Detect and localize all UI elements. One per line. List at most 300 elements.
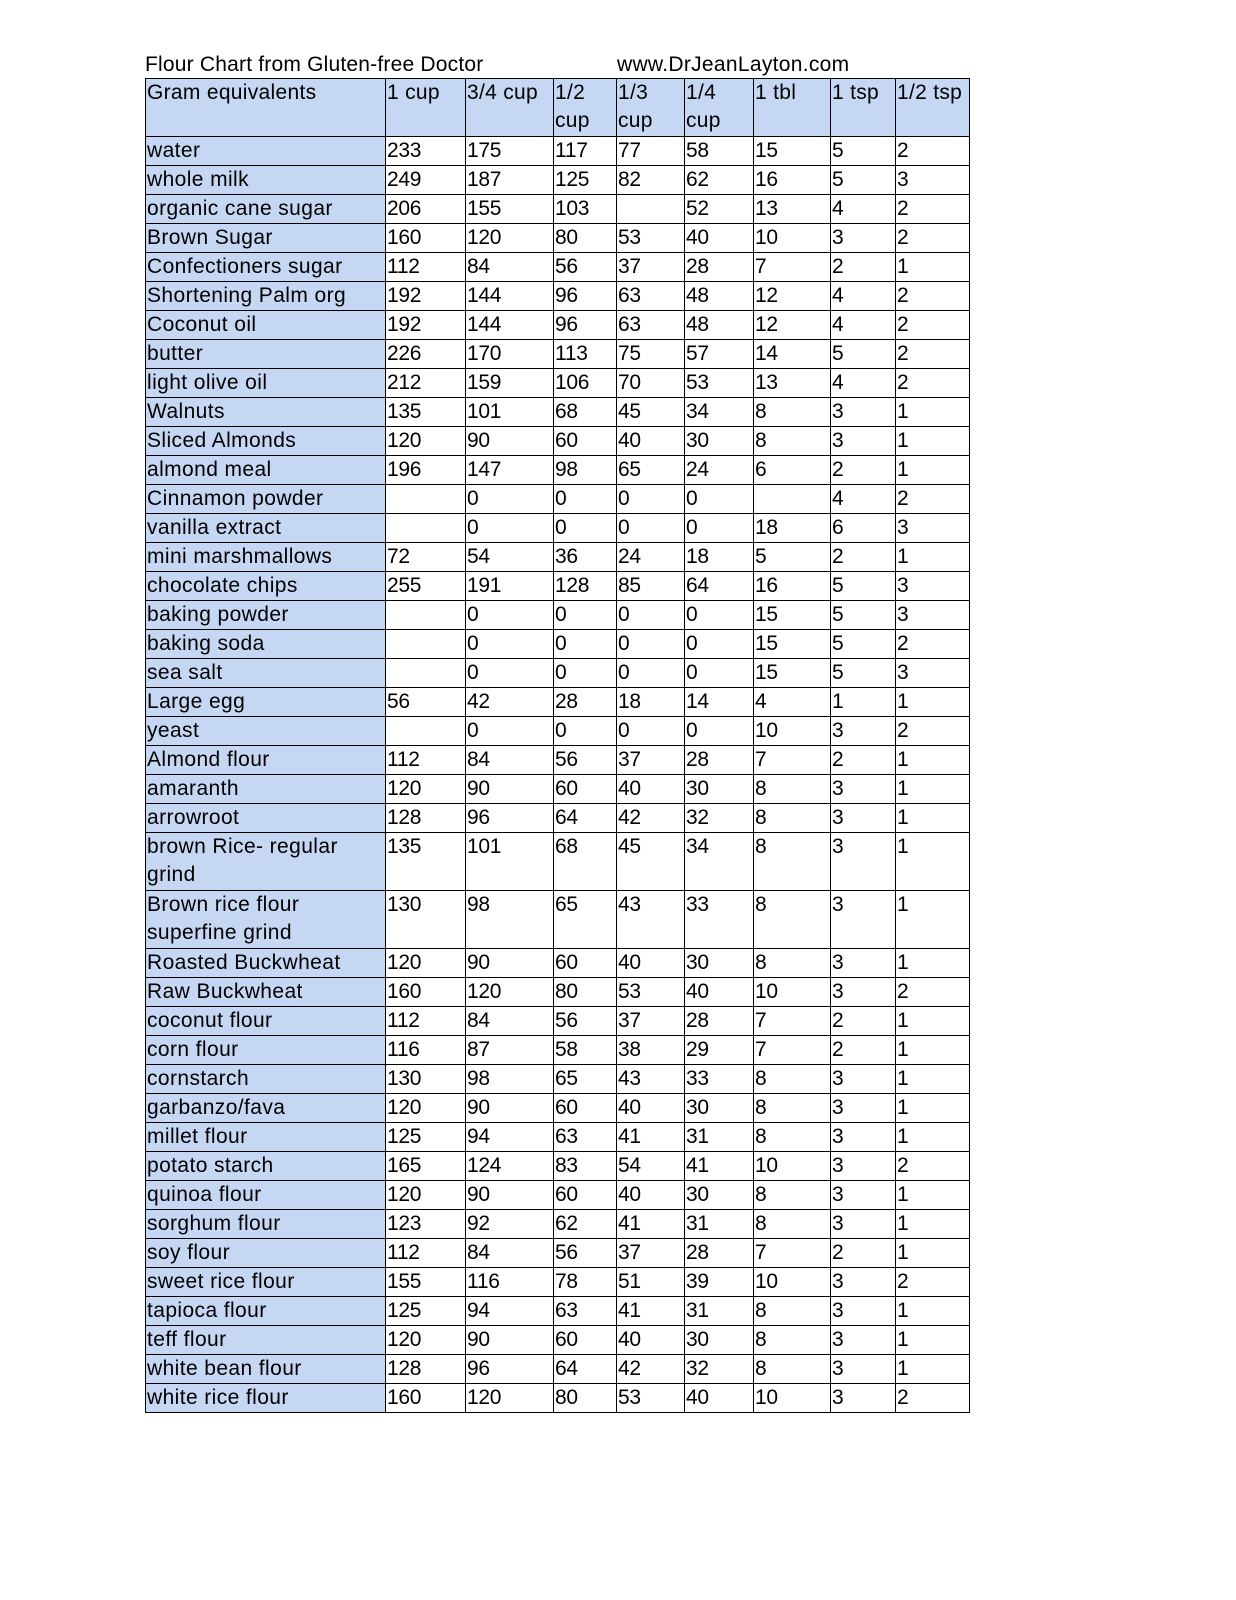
- ingredient-name-cell: tapioca flour: [146, 1297, 386, 1326]
- gram-value-cell: 18: [617, 688, 685, 717]
- gram-value-cell: 14: [754, 340, 831, 369]
- gram-value-cell: 5: [831, 340, 896, 369]
- gram-value-cell: 1: [896, 1355, 970, 1384]
- table-row: [146, 166, 970, 195]
- gram-value-cell: 80: [554, 1384, 617, 1413]
- gram-value-cell: 0: [466, 485, 554, 514]
- gram-value-cell: 98: [466, 1065, 554, 1094]
- gram-value-cell: [386, 485, 466, 514]
- gram-value-cell: 12: [754, 282, 831, 311]
- ingredient-name-cell: baking powder: [146, 601, 386, 630]
- gram-value-cell: 125: [554, 166, 617, 195]
- gram-value-cell: 38: [617, 1036, 685, 1065]
- gram-value-cell: 65: [554, 891, 617, 949]
- gram-value-cell: 60: [554, 775, 617, 804]
- gram-value-cell: 37: [617, 746, 685, 775]
- gram-value-cell: 124: [466, 1152, 554, 1181]
- ingredient-name-cell: Brown rice flour superfine grind: [146, 891, 386, 949]
- gram-value-cell: 0: [685, 601, 754, 630]
- gram-value-cell: 10: [754, 1268, 831, 1297]
- ingredient-name-cell: water: [146, 137, 386, 166]
- gram-value-cell: 120: [386, 1094, 466, 1123]
- gram-value-cell: 18: [754, 514, 831, 543]
- gram-value-cell: 56: [554, 1239, 617, 1268]
- gram-value-cell: 0: [554, 514, 617, 543]
- gram-value-cell: 2: [831, 1239, 896, 1268]
- table-row: [146, 1355, 970, 1384]
- gram-value-cell: 4: [754, 688, 831, 717]
- gram-value-cell: 56: [554, 253, 617, 282]
- gram-value-cell: 0: [685, 630, 754, 659]
- gram-value-cell: 7: [754, 1007, 831, 1036]
- gram-value-cell: [617, 195, 685, 224]
- gram-value-cell: 155: [386, 1268, 466, 1297]
- gram-value-cell: 0: [466, 659, 554, 688]
- gram-value-cell: 63: [617, 282, 685, 311]
- gram-value-cell: 1: [896, 1326, 970, 1355]
- table-row: [146, 137, 970, 166]
- gram-value-cell: 116: [386, 1036, 466, 1065]
- table-row: [146, 1210, 970, 1239]
- gram-value-cell: 8: [754, 1355, 831, 1384]
- gram-value-cell: 0: [466, 717, 554, 746]
- gram-value-cell: 90: [466, 949, 554, 978]
- gram-value-cell: 1: [896, 891, 970, 949]
- gram-value-cell: 37: [617, 1239, 685, 1268]
- gram-value-cell: 1: [896, 949, 970, 978]
- gram-value-cell: 96: [466, 804, 554, 833]
- gram-value-cell: 28: [554, 688, 617, 717]
- table-row: [146, 1239, 970, 1268]
- table-row: [146, 1036, 970, 1065]
- gram-value-cell: 65: [617, 456, 685, 485]
- gram-value-cell: 8: [754, 1181, 831, 1210]
- gram-value-cell: [386, 630, 466, 659]
- table-row: [146, 833, 970, 891]
- gram-value-cell: 6: [754, 456, 831, 485]
- gram-value-cell: [386, 717, 466, 746]
- gram-value-cell: 16: [754, 166, 831, 195]
- table-row: [146, 311, 970, 340]
- gram-value-cell: 4: [831, 195, 896, 224]
- gram-value-cell: 80: [554, 978, 617, 1007]
- gram-value-cell: 94: [466, 1297, 554, 1326]
- gram-value-cell: 40: [617, 949, 685, 978]
- ingredient-name-cell: light olive oil: [146, 369, 386, 398]
- gram-value-cell: 3: [896, 601, 970, 630]
- ingredient-name-cell: baking soda: [146, 630, 386, 659]
- gram-value-cell: 7: [754, 746, 831, 775]
- table-row: [146, 485, 970, 514]
- gram-value-cell: 8: [754, 891, 831, 949]
- gram-value-cell: 101: [466, 398, 554, 427]
- gram-value-cell: 2: [896, 630, 970, 659]
- gram-value-cell: 8: [754, 1065, 831, 1094]
- gram-value-cell: 0: [554, 659, 617, 688]
- gram-value-cell: 31: [685, 1297, 754, 1326]
- gram-value-cell: 3: [831, 1326, 896, 1355]
- gram-value-cell: 41: [617, 1210, 685, 1239]
- gram-value-cell: 53: [617, 978, 685, 1007]
- table-body: [146, 137, 970, 1413]
- gram-value-cell: 3: [831, 717, 896, 746]
- gram-value-cell: 120: [386, 427, 466, 456]
- gram-value-cell: 159: [466, 369, 554, 398]
- gram-value-cell: 15: [754, 601, 831, 630]
- gram-value-cell: 16: [754, 572, 831, 601]
- gram-value-cell: 60: [554, 427, 617, 456]
- ingredient-name-cell: Brown Sugar: [146, 224, 386, 253]
- ingredient-name-cell: organic cane sugar: [146, 195, 386, 224]
- gram-value-cell: 42: [617, 1355, 685, 1384]
- gram-value-cell: 125: [386, 1123, 466, 1152]
- gram-value-cell: 120: [466, 978, 554, 1007]
- gram-value-cell: 3: [831, 1094, 896, 1123]
- gram-value-cell: 120: [466, 1384, 554, 1413]
- gram-value-cell: 4: [831, 311, 896, 340]
- gram-value-cell: 90: [466, 1181, 554, 1210]
- table-row: [146, 891, 970, 949]
- gram-value-cell: 90: [466, 775, 554, 804]
- gram-value-cell: 5: [831, 659, 896, 688]
- gram-value-cell: 2: [896, 1268, 970, 1297]
- gram-value-cell: 60: [554, 949, 617, 978]
- gram-value-cell: 8: [754, 833, 831, 891]
- gram-value-cell: 0: [617, 630, 685, 659]
- gram-equivalents-table: [145, 78, 970, 1413]
- gram-value-cell: [754, 485, 831, 514]
- gram-value-cell: 63: [554, 1123, 617, 1152]
- gram-value-cell: 3: [831, 1123, 896, 1152]
- gram-value-cell: 3: [831, 1181, 896, 1210]
- gram-value-cell: 30: [685, 1094, 754, 1123]
- gram-value-cell: 2: [896, 1152, 970, 1181]
- gram-value-cell: 41: [685, 1152, 754, 1181]
- column-header: 1/3 cup: [617, 79, 685, 137]
- gram-value-cell: 8: [754, 1297, 831, 1326]
- gram-value-cell: 63: [554, 1297, 617, 1326]
- table-row: [146, 717, 970, 746]
- table-row: [146, 398, 970, 427]
- gram-value-cell: 28: [685, 253, 754, 282]
- gram-value-cell: 0: [466, 514, 554, 543]
- gram-value-cell: 112: [386, 1007, 466, 1036]
- table-row: [146, 253, 970, 282]
- gram-value-cell: 170: [466, 340, 554, 369]
- ingredient-name-cell: sweet rice flour: [146, 1268, 386, 1297]
- gram-value-cell: 54: [617, 1152, 685, 1181]
- gram-value-cell: 4: [831, 369, 896, 398]
- gram-value-cell: 112: [386, 746, 466, 775]
- table-row: [146, 1123, 970, 1152]
- table-row: [146, 688, 970, 717]
- gram-value-cell: 56: [554, 746, 617, 775]
- gram-value-cell: 40: [617, 1181, 685, 1210]
- gram-value-cell: 0: [554, 717, 617, 746]
- gram-value-cell: 0: [617, 601, 685, 630]
- gram-value-cell: 3: [831, 978, 896, 1007]
- table-row: [146, 804, 970, 833]
- gram-value-cell: 1: [896, 1181, 970, 1210]
- ingredient-name-cell: Coconut oil: [146, 311, 386, 340]
- gram-value-cell: 30: [685, 1181, 754, 1210]
- gram-value-cell: 24: [685, 456, 754, 485]
- gram-value-cell: 10: [754, 717, 831, 746]
- gram-value-cell: 2: [831, 543, 896, 572]
- ingredient-name-cell: Cinnamon powder: [146, 485, 386, 514]
- gram-value-cell: 187: [466, 166, 554, 195]
- gram-value-cell: 2: [896, 340, 970, 369]
- gram-value-cell: 8: [754, 398, 831, 427]
- gram-value-cell: 101: [466, 833, 554, 891]
- gram-value-cell: 249: [386, 166, 466, 195]
- gram-value-cell: 191: [466, 572, 554, 601]
- gram-value-cell: 60: [554, 1181, 617, 1210]
- gram-value-cell: 144: [466, 282, 554, 311]
- gram-value-cell: 48: [685, 282, 754, 311]
- gram-value-cell: 37: [617, 253, 685, 282]
- gram-value-cell: 63: [617, 311, 685, 340]
- gram-value-cell: 1: [896, 1239, 970, 1268]
- gram-value-cell: 41: [617, 1123, 685, 1152]
- gram-value-cell: [386, 514, 466, 543]
- gram-value-cell: 13: [754, 195, 831, 224]
- gram-value-cell: 7: [754, 253, 831, 282]
- table-row: [146, 1297, 970, 1326]
- gram-value-cell: 120: [386, 775, 466, 804]
- column-header: 1 tsp: [831, 79, 896, 137]
- gram-value-cell: 45: [617, 833, 685, 891]
- gram-value-cell: 135: [386, 398, 466, 427]
- table-row: [146, 1181, 970, 1210]
- gram-value-cell: 2: [896, 224, 970, 253]
- table-row: [146, 978, 970, 1007]
- gram-value-cell: 12: [754, 311, 831, 340]
- gram-value-cell: 5: [754, 543, 831, 572]
- ingredient-name-cell: teff flour: [146, 1326, 386, 1355]
- gram-value-cell: 14: [685, 688, 754, 717]
- gram-value-cell: 3: [831, 1152, 896, 1181]
- gram-value-cell: 24: [617, 543, 685, 572]
- table-row: [146, 195, 970, 224]
- gram-value-cell: 37: [617, 1007, 685, 1036]
- ingredient-name-cell: Large egg: [146, 688, 386, 717]
- gram-value-cell: 2: [831, 1007, 896, 1036]
- gram-value-cell: 8: [754, 1210, 831, 1239]
- gram-value-cell: 1: [896, 804, 970, 833]
- table-row: [146, 1007, 970, 1036]
- gram-value-cell: 2: [831, 253, 896, 282]
- gram-value-cell: 87: [466, 1036, 554, 1065]
- gram-value-cell: 3: [831, 1297, 896, 1326]
- gram-value-cell: 120: [386, 949, 466, 978]
- gram-value-cell: 98: [466, 891, 554, 949]
- gram-value-cell: 3: [896, 659, 970, 688]
- gram-value-cell: 3: [896, 514, 970, 543]
- gram-value-cell: 3: [831, 1355, 896, 1384]
- gram-value-cell: 58: [685, 137, 754, 166]
- ingredient-name-cell: millet flour: [146, 1123, 386, 1152]
- gram-value-cell: 1: [896, 746, 970, 775]
- gram-value-cell: 3: [831, 1065, 896, 1094]
- ingredient-name-cell: mini marshmallows: [146, 543, 386, 572]
- gram-value-cell: 8: [754, 427, 831, 456]
- gram-value-cell: 28: [685, 1239, 754, 1268]
- gram-value-cell: 8: [754, 1326, 831, 1355]
- gram-value-cell: 28: [685, 746, 754, 775]
- ingredient-name-cell: Sliced Almonds: [146, 427, 386, 456]
- gram-value-cell: 2: [896, 282, 970, 311]
- gram-value-cell: 0: [617, 659, 685, 688]
- table-row: [146, 369, 970, 398]
- gram-value-cell: 90: [466, 427, 554, 456]
- gram-value-cell: 120: [386, 1326, 466, 1355]
- gram-value-cell: 206: [386, 195, 466, 224]
- gram-value-cell: 3: [831, 949, 896, 978]
- gram-value-cell: 1: [831, 688, 896, 717]
- gram-value-cell: 123: [386, 1210, 466, 1239]
- gram-value-cell: 112: [386, 1239, 466, 1268]
- gram-value-cell: 1: [896, 543, 970, 572]
- gram-value-cell: 144: [466, 311, 554, 340]
- ingredient-name-cell: vanilla extract: [146, 514, 386, 543]
- table-row: [146, 775, 970, 804]
- gram-value-cell: 18: [685, 543, 754, 572]
- gram-value-cell: 8: [754, 1123, 831, 1152]
- gram-value-cell: 1: [896, 833, 970, 891]
- gram-value-cell: 3: [896, 166, 970, 195]
- gram-value-cell: 3: [831, 398, 896, 427]
- gram-value-cell: 40: [685, 1384, 754, 1413]
- gram-value-cell: 40: [685, 978, 754, 1007]
- ingredient-name-cell: garbanzo/fava: [146, 1094, 386, 1123]
- gram-value-cell: 3: [831, 891, 896, 949]
- gram-value-cell: 98: [554, 456, 617, 485]
- gram-value-cell: 10: [754, 224, 831, 253]
- gram-value-cell: 84: [466, 746, 554, 775]
- gram-value-cell: 3: [896, 572, 970, 601]
- gram-value-cell: 3: [831, 427, 896, 456]
- gram-value-cell: 160: [386, 224, 466, 253]
- gram-value-cell: 1: [896, 1210, 970, 1239]
- gram-value-cell: 1: [896, 775, 970, 804]
- gram-value-cell: 3: [831, 833, 896, 891]
- gram-value-cell: 78: [554, 1268, 617, 1297]
- gram-value-cell: 42: [466, 688, 554, 717]
- gram-value-cell: 2: [896, 137, 970, 166]
- ingredient-name-cell: Shortening Palm org: [146, 282, 386, 311]
- gram-value-cell: 13: [754, 369, 831, 398]
- gram-value-cell: 96: [554, 282, 617, 311]
- gram-value-cell: 43: [617, 891, 685, 949]
- gram-value-cell: 160: [386, 1384, 466, 1413]
- table-row: [146, 1152, 970, 1181]
- gram-value-cell: 80: [554, 224, 617, 253]
- gram-value-cell: 32: [685, 1355, 754, 1384]
- table-row: [146, 340, 970, 369]
- ingredient-name-cell: sorghum flour: [146, 1210, 386, 1239]
- gram-value-cell: 7: [754, 1036, 831, 1065]
- gram-value-cell: 34: [685, 398, 754, 427]
- gram-value-cell: 92: [466, 1210, 554, 1239]
- gram-value-cell: 84: [466, 1007, 554, 1036]
- gram-value-cell: 147: [466, 456, 554, 485]
- gram-value-cell: 1: [896, 1123, 970, 1152]
- ingredient-name-cell: chocolate chips: [146, 572, 386, 601]
- ingredient-name-cell: brown Rice- regular grind: [146, 833, 386, 891]
- table-row: [146, 659, 970, 688]
- table-row: [146, 1326, 970, 1355]
- gram-value-cell: 4: [831, 282, 896, 311]
- gram-value-cell: 0: [554, 630, 617, 659]
- gram-value-cell: 103: [554, 195, 617, 224]
- ingredient-name-cell: almond meal: [146, 456, 386, 485]
- gram-value-cell: 30: [685, 1326, 754, 1355]
- gram-value-cell: 192: [386, 282, 466, 311]
- gram-value-cell: 0: [554, 485, 617, 514]
- ingredient-name-cell: butter: [146, 340, 386, 369]
- gram-value-cell: 57: [685, 340, 754, 369]
- gram-value-cell: 160: [386, 978, 466, 1007]
- gram-value-cell: 40: [685, 224, 754, 253]
- gram-value-cell: 125: [386, 1297, 466, 1326]
- ingredient-name-cell: arrowroot: [146, 804, 386, 833]
- table-row: [146, 224, 970, 253]
- gram-value-cell: 175: [466, 137, 554, 166]
- gram-value-cell: 68: [554, 398, 617, 427]
- gram-value-cell: 1: [896, 253, 970, 282]
- gram-value-cell: 5: [831, 601, 896, 630]
- column-header: 1 cup: [386, 79, 466, 137]
- gram-value-cell: 2: [896, 195, 970, 224]
- gram-value-cell: 0: [617, 717, 685, 746]
- gram-value-cell: 53: [617, 224, 685, 253]
- gram-value-cell: 8: [754, 804, 831, 833]
- gram-value-cell: 60: [554, 1094, 617, 1123]
- gram-value-cell: 51: [617, 1268, 685, 1297]
- gram-value-cell: 3: [831, 224, 896, 253]
- gram-value-cell: 255: [386, 572, 466, 601]
- gram-value-cell: 233: [386, 137, 466, 166]
- gram-value-cell: 165: [386, 1152, 466, 1181]
- gram-value-cell: 65: [554, 1065, 617, 1094]
- gram-value-cell: 120: [386, 1181, 466, 1210]
- gram-value-cell: 2: [831, 746, 896, 775]
- gram-value-cell: 8: [754, 1094, 831, 1123]
- gram-value-cell: 45: [617, 398, 685, 427]
- website-url: www.DrJeanLayton.com: [617, 53, 850, 76]
- gram-value-cell: 42: [617, 804, 685, 833]
- gram-value-cell: 0: [466, 601, 554, 630]
- page-header: [145, 52, 985, 78]
- gram-value-cell: 2: [896, 369, 970, 398]
- gram-value-cell: 1: [896, 1007, 970, 1036]
- gram-value-cell: 3: [831, 1384, 896, 1413]
- gram-value-cell: 5: [831, 572, 896, 601]
- gram-value-cell: 52: [685, 195, 754, 224]
- ingredient-name-cell: Roasted Buckwheat: [146, 949, 386, 978]
- gram-value-cell: 128: [554, 572, 617, 601]
- table-row: [146, 572, 970, 601]
- gram-value-cell: 31: [685, 1123, 754, 1152]
- gram-value-cell: 15: [754, 137, 831, 166]
- gram-value-cell: 54: [466, 543, 554, 572]
- ingredient-name-cell: quinoa flour: [146, 1181, 386, 1210]
- gram-value-cell: [386, 659, 466, 688]
- ingredient-name-cell: potato starch: [146, 1152, 386, 1181]
- gram-value-cell: 0: [685, 659, 754, 688]
- gram-value-cell: 40: [617, 1094, 685, 1123]
